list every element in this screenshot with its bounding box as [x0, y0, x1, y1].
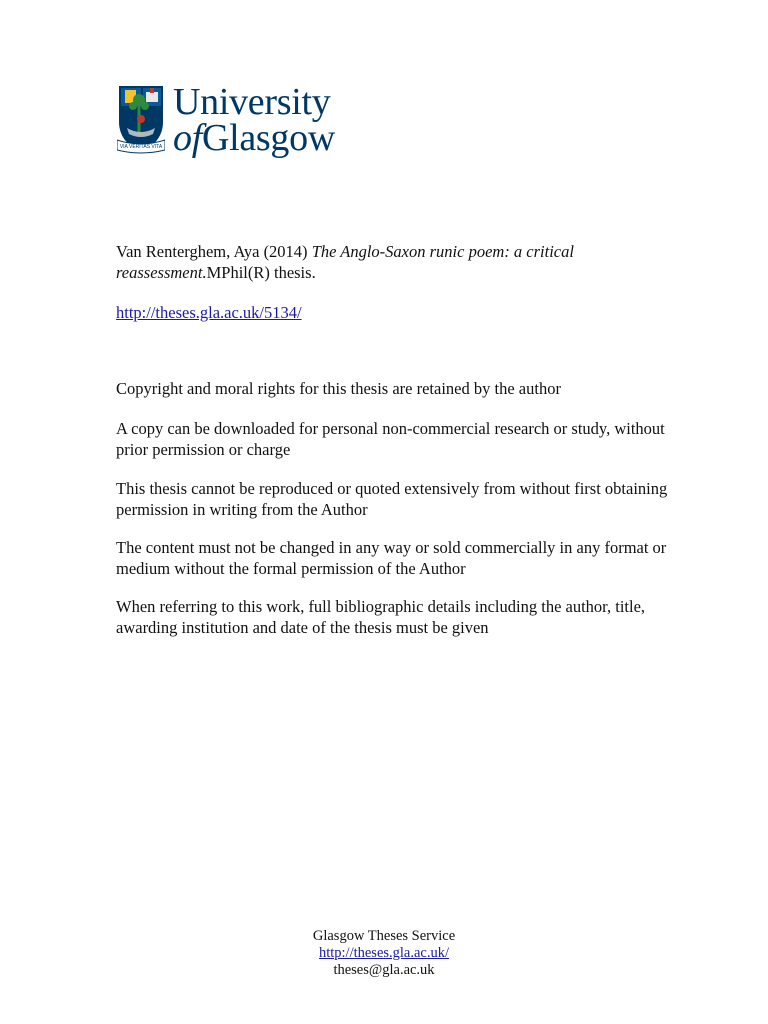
copyright-paragraph: Copyright and moral rights for this thesis are retained by the author: [116, 379, 561, 398]
logo-glasgow-word: Glasgow: [201, 117, 335, 159]
crest-icon: [117, 84, 165, 154]
university-logo: [117, 81, 347, 160]
crest-motto: VIA VERITAS VITA: [119, 144, 163, 150]
footer: [0, 928, 768, 979]
footer-theses-link[interactable]: http://theses.gla.ac.uk/: [318, 945, 450, 961]
referencing-paragraph: When referring to this work, full bibliographic details including the author, title, awarding institution and date of the thesis must be given: [116, 597, 646, 637]
logo-university-text: University: [173, 81, 331, 123]
logo-of-text: of: [173, 117, 202, 159]
reproduction-paragraph: This thesis cannot be reproduced or quoted extensively from without first obtaining permission in writing from the Author: [116, 479, 668, 519]
citation-author-year: Van Renterghem, Aya (2014): [116, 242, 312, 261]
download-paragraph: A copy can be downloaded for personal non-commercial research or study, without prior permission or charge: [116, 419, 665, 459]
citation: [116, 241, 676, 283]
logo-glasgow-text: [173, 117, 335, 159]
thesis-url-line: [116, 302, 676, 323]
thesis-url-link[interactable]: http://theses.gla.ac.uk/5134/: [116, 303, 302, 322]
modification-paragraph: The content must not be changed in any way or sold commercially in any format or medium without the formal permission of the Author: [116, 538, 667, 578]
citation-degree: MPhil(R) thesis.: [206, 263, 316, 282]
footer-service-name: Glasgow Theses Service: [312, 928, 456, 944]
footer-email: theses@gla.ac.uk: [333, 962, 435, 978]
citation-title: The Anglo-Saxon runic poem: a critical reassessment.: [116, 242, 574, 282]
